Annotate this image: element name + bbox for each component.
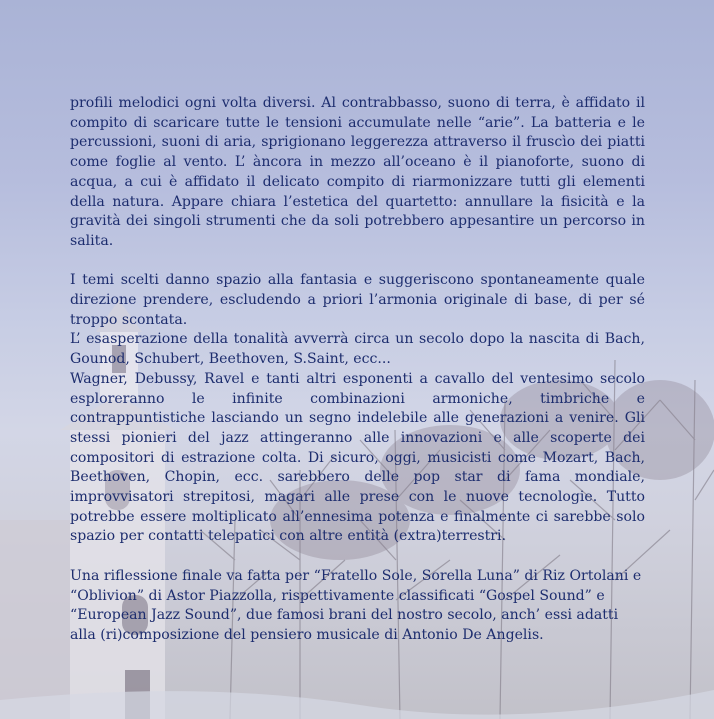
paragraph-3: L’ esasperazione della tonalità avverrà circa un secolo dopo la nascita di Bach, Gounod, Schubert, Beethoven, S.Saint, ecc... [70, 331, 645, 368]
paragraph-2: I temi scelti danno spazio alla fantasia e suggeriscono spontaneamente quale direzione prendere, escludendo a priori l’armonia originale di base, di per sé troppo scontata. [70, 272, 645, 328]
paragraph-4: Wagner, Debussy, Ravel e tanti altri esponenti a cavallo del ventesimo secolo esploreranno le infinite combinazioni armoniche, timbriche e contrappuntistiche lasciando un segno indelebile alle generazioni a venire. Gli stessi pionieri del jazz attingeranno alle innovazioni e alle scoperte dei compositori di estrazione colta. Di sicuro, oggi, musicisti come Mozart, Bach, Beethoven, Chopin, ecc. sarebbero delle pop star di fama mondiale, improvvisatori strepitosi, magari alle prese con le nuove tecnologie. Tutto potrebbe essere moltiplicato all’ennesima potenza e finalmente ci sarebbe solo spazio per contatti telepatici con altre entità (extra)terrestri. [70, 370, 645, 545]
paragraph-1: profili melodici ogni volta diversi. Al contrabbasso, suono di terra, è affidato il compito di scaricare tutte le tensioni accumulate nelle “arie”. La batteria e le percussioni, suoni di aria, sprigionano leggerezza attraverso il fruscìo dei piatti come foglie al vento. L’ àncora in mezzo all’oceano è il pianoforte, suono di acqua, a cui è affidato il delicato compito di riarmonizzare tutti gli elementi della natura. Appare chiara l’estetica del quartetto: annullare la fisicità e la gravità dei singoli strumenti che da soli potrebbero appesantire un percorso in salita. [70, 95, 645, 249]
body-text [70, 94, 645, 665]
paragraph-5: Una riflessione finale va fatta per “Fratello Sole, Sorella Luna” di Riz Ortolani e “Oblivion” di Astor Piazzolla, rispettivamente classificati “Gospel Sound” e “European Jazz Sound”, due famosi brani del nostro secolo, anch’ essi adatti alla (ri)composizione del pensiero musicale di Antonio De Angelis. [70, 567, 642, 643]
